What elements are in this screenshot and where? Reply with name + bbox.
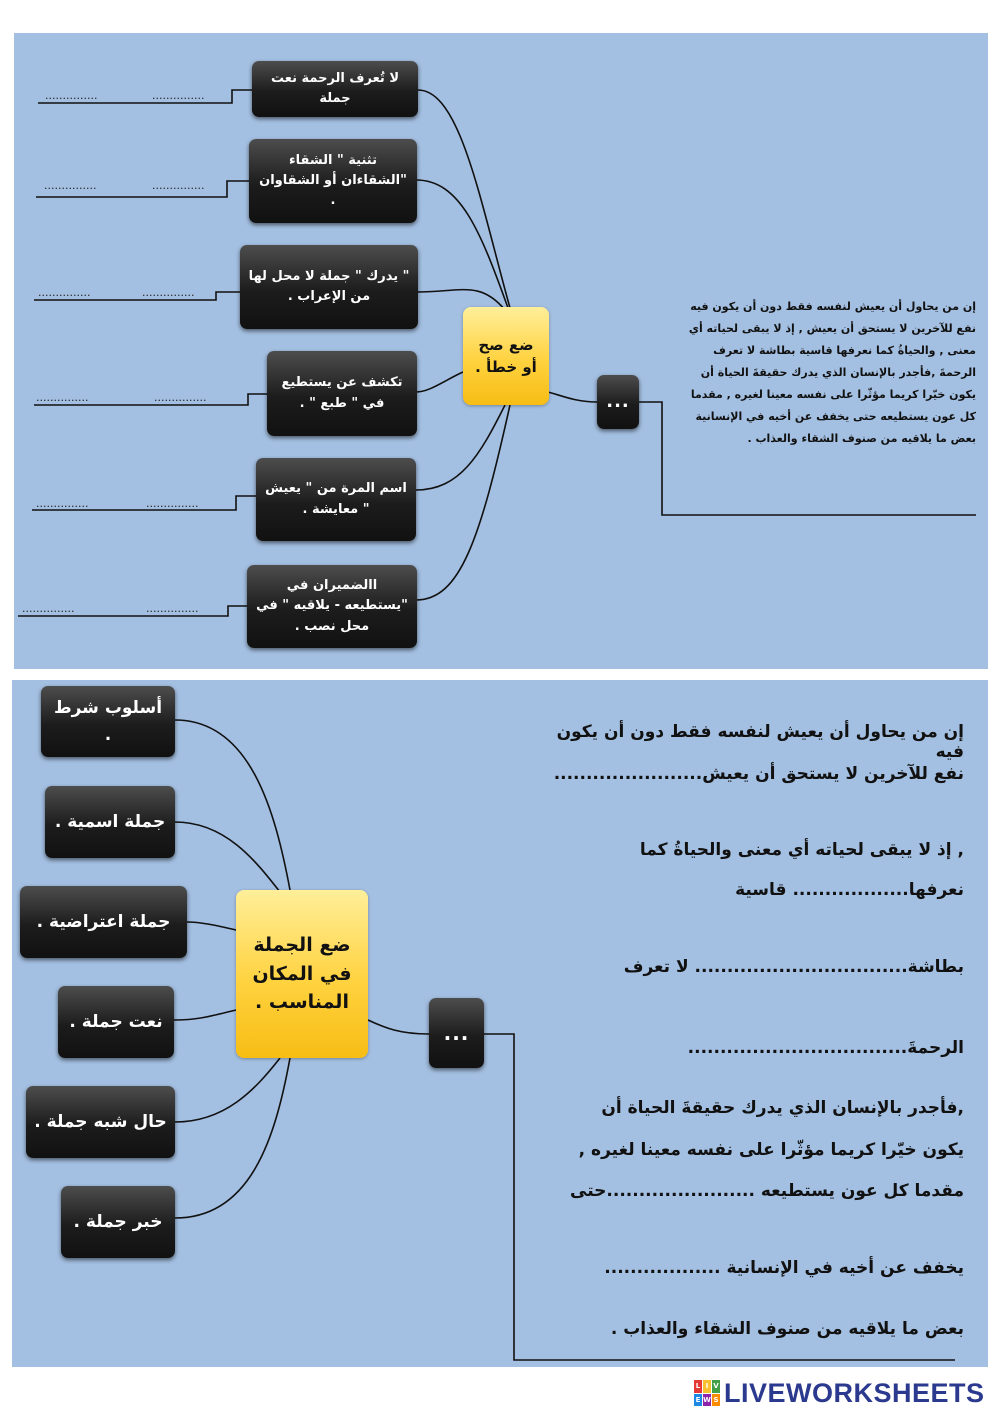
text-line-8: يكون خيّرا كريما مؤثّرا على نفسه معينا لغيره , [578,1140,964,1160]
option-node-2[interactable]: جملة اسمية . [45,786,175,858]
text-line-4: نعرفها.................. قاسية [735,880,964,900]
text-line-1: إن من يحاول أن يعيش لنفسه فقط دون أن يكون فيه [556,722,964,762]
ellipsis-node: ... [597,375,639,429]
answer-blank-1a[interactable]: ............... [45,89,98,102]
statement-node-5: اسم المرة من " يعيش " معايشة . [256,458,416,541]
center-label: ضع صح أو خطأ . [475,335,537,376]
source-paragraph: إن من يحاول أن يعيش لنفسه فقط دون أن يكون فيه نفع للآخرين لا يستحق أن يعيش , إذ لا يبقى لحياته أي معنى , والحياةُ كما نعرفها قاسية بطاشة لا تعرف الرحمةَ ,فأجدر بالإنسان الذي يدرك حقيقةَ الحياة أن يكون خيّرا كريما مؤثّرا على نفسه معينا لغيره , مقدما كل عون يستطيعه حتى يخفف عن أخيه في الإنسانية بعض ما يلاقيه من صنوف الشقاء والعذاب . [688,300,976,445]
statement-node-2: تثنية " الشقاء "الشقاءان أو الشقاوان . [249,139,417,223]
center-node-true-false [463,307,549,405]
answer-blank-5a[interactable]: ............... [36,497,89,510]
answer-blank-4a[interactable]: ............... [36,391,89,404]
answer-blank-1b[interactable]: ............... [152,89,205,102]
center-node-place-sentence [236,890,368,1058]
text-line-9: مقدما كل عون يستطيعه .......................حتى [570,1181,964,1201]
statement-node-1: لا تُعرف الرحمة نعت جملة [252,61,418,117]
ellipsis-node: ... [429,998,484,1068]
option-node-5[interactable]: حال شبه جملة . [26,1086,175,1158]
text-line-10: يخفف عن أخيه في الإنسانية .................. [604,1258,964,1278]
answer-blank-5b[interactable]: ............... [146,497,199,510]
answer-blank-6b[interactable]: ............... [146,602,199,615]
center-label: ضع الجملة في المكان المناسب . [252,934,352,1014]
text-line-7: ,فأجدر بالإنسان الذي يدرك حقيقةَ الحياة أن [601,1098,964,1118]
option-node-6[interactable]: خبر جملة . [61,1186,175,1258]
answer-blank-6a[interactable]: ............... [22,602,75,615]
text-line-5: بطاشة................................. لا تعرف [623,957,964,977]
text-line-3: , إذ لا يبقى لحياته أي معنى والحياةُ كما [639,840,964,860]
option-node-3[interactable]: جملة اعتراضية . [20,886,187,958]
text-line-2: نفع للآخرين لا يستحق أن يعيش....................... [553,764,964,784]
liveworksheets-logo [694,1377,985,1409]
statement-node-6: االضميران في "يستطيعه - يلاقيه " في محل نصب . [247,565,417,648]
answer-blank-2b[interactable]: ............... [152,179,205,192]
liveworksheets-badge-icon: L I V E W S [694,1380,720,1406]
statement-node-3: " يدرك " جملة لا محل لها من الإعراب . [240,245,418,329]
statement-node-4: تكشف عن يستطيع في " طبع " . [267,351,417,436]
option-node-1[interactable]: أسلوب شرط . [41,686,175,757]
option-node-4[interactable]: نعت جملة . [58,986,174,1058]
answer-blank-4b[interactable]: ............... [154,391,207,404]
brand-name: LIVEWORKSHEETS [724,1377,985,1408]
text-line-11: بعض ما يلاقيه من صنوف الشقاء والعذاب . [610,1319,964,1339]
answer-blank-3b[interactable]: ............... [142,286,195,299]
answer-blank-3a[interactable]: ............... [38,286,91,299]
text-line-6: الرحمةَ.................................. [687,1038,964,1058]
answer-blank-2a[interactable]: ............... [44,179,97,192]
